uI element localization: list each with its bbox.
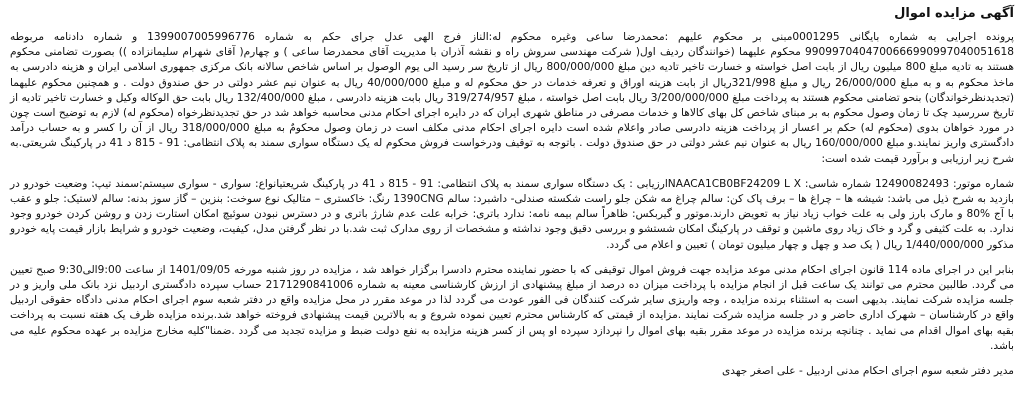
notice-signature: مدیر دفتر شعبه سوم اجرای احکام مدنی اردبیل - علی اصغر جهدی: [722, 365, 1014, 378]
auction-terms-paragraph: بنابر این در اجرای ماده 114 قانون اجرای احکام مدنی موعد مزایده جهت فروش اموال توقیفی که با حضور نماینده محترم دادسرا برگزار خواهد شد ، مزایده در روز شنبه مورخه 1401/09/05 از ساعت 9:00الی9:30 صبح تعیین می گردد. طالبین محترم می توانند یک ساعت قبل از انجام مزایده با پرداخت میزان ده درصد از مبلغ پیشنهادی از ارزش کارشناسی معینه به شماره 2171290841006 حساب سپرده دادگستری اردبیل نزد بانک ملی واریز و در جلسه مزایده شرکت نمایند. بدیهی است به استثناء برنده مزایده ، وجه واریزی سایر شرکت کنندگان فی الفور عودت می گردد لذا در موعد مقرر در محل مزایده واقع در دفتر شعبه سوم اجرای احکام مدنی دادگاه حقوقی اردبیل واقع در کارشناسان – شهرک اداری حاضر و در جلسه مزایده شرکت نمایند .مزایده از قیمتی که کارشناس محترم تعیین نموده شروع و به بالاترین قیمت پیشنهادی فروخته خواهد شد.برنده مزایده ظرف یک هفته نسبت به پرداخت بقیه بهای اموال اقدام می نماید . چنانچه برنده مزایده در موعد مقرر بقیه بهای اموال را نپردازد سپرده او پس از کسر هزینه مزایده به نفع دولت ضبط و مزایده تجدید می گردد .ضمنا"کلیه مخارج مزایده بر عهده محکوم علیه می باشد.: [10, 263, 1014, 352]
notice-title: آگهی مزایده اموال: [894, 6, 1014, 21]
case-details-paragraph: پرونده اجرایی به شماره بایگانی 0001295مبنی بر محکوم علیهم :محمدرضا ساعی وغیره محکوم له:الناز فرج الهی عدل جرای حکم به شماره 1399007005996776 و شماره دادنامه مربوطه 9909970404700666990997040051618 محکوم علیهما (خوانندگان ردیف اول( شرکت مهندسی سروش راه و نقشه آذران با مدیریت آقای محمدرضا ساعی ) و چهارم( آقای شهرام سلیمانزاده )) بصورت تضامنی محکوم هستند به تادیه مبلغ 800 میلیون ریال از بابت اصل خواسته و خسارت تاخیر تادیه دین مبلغ 800/000/000 ریال از تاریخ سر رسید الی یوم الوصول بر اساس شاخص سالانه بانک مرکزی جمهوری اسلامی ایران و هزینه دادرسی به ماخذ محکوم به و به مبلغ 26/000/000 ریال و مبلغ 321/998ریال از بابت هزینه اوراق و تعرفه خدمات در حق محکوم له و مبلغ 40/000/000 ریال به عنوان نیم عشر دولتی در حق صندوق دولت . و همچنین محکوم علیهما (تجدیدنظرخواندگان) بنحو تضامنی محکوم هستند به پرداخت مبلغ 3/200/000/000 ریال بابت اصل خواسته ، مبلغ 319/274/957 ریال بابت هزینه دادرسی ، مبلغ 132/400/000 ریال بابت حق الوکاله وکیل و خسارت تاخیر تادیه از تاریخ سررسید چک تا زمان وصول محکوم به بر مبنای شاخص کل بهای کالاها و خدمات مصرفی در مناطق شهری ایران که در دایره اجرای احکام مدنی محاسبه خواهد شد در حق تجدیدنظرخواه (محکوم له) لازم به توضیح است چون در مورد خواهان بدوی (محکوم له) حکم بر اعسار از پرداخت هزینه دادرسی صادر واعلام شده است دایره اجرای احکام مدنی مکلف است در زمان وصول محکومٌ به مبلغ 318/000/000 ریال از آن را کسر و به حساب درآمد دادگستری واریز نمایند.و مبلغ 160/000/000 ریال به عنوان نیم عشر دولتی در حق صندوق دولت . باتوجه به توقیف ودرخواست فروش محکوم له یک دستگاه سواری سمند به پلاک انتظامی: 91 - 815 د 41 در پارکینگ شریعتی.به شرح زیر ارزیابی و برآورد قیمت شده است:: [10, 31, 1015, 165]
vehicle-details-paragraph: شماره موتور: 12490082493 شماره شاسی: NAACA1CB0BF24209 L Xارزیابی : یک دستگاه سواری سمند به پلاک انتظامی: 91 - 815 د 41 در پارکینگ شریعتیانواع: سواری - سواری سیستم:سمند تیپ: وضعیت خودرو در بازدید به شرح ذیل می باشد: شیشه ها – چراغ ها – برف پاک کن: سالم چراغ مه شکن جلو راست شکسته صندلی- داشبرد: سالم 1390CNG رنگ: خاکستری – متالیک نوع سوخت: بنزین – گاز سوز بدنه: سالم لاستیک: جلو و عقب با آج %80 و مارک بارز ولی به علت خواب زیاد نیاز به تعویض دارند.موتور و گیربکس: ظاهراً سالم بیمه نامه: ندارد باتری: خرابه علت عدم شارژ باتری و در دسترس نبودن سوئیچ امکان استارت زدن و روشن کردن خودرو وجود ندارد. به علت کثیفی و گرد و خاک زیاد روی ماشین و توقف در پارکینگ امکان شستشو و بررسی دقیق وجود نداشته و مشخصات از روی مدارک ثبت شد.با در نظر گرفتن مدل، کیفیت، وضعیت خودرو و شرایط بازار قیمت پایه خودرو مذکور 1/440/000/000 ریال ( یک صد و چهل و چهار میلیون تومان ) تعیین و اعلام می گردد.: [10, 177, 1014, 251]
